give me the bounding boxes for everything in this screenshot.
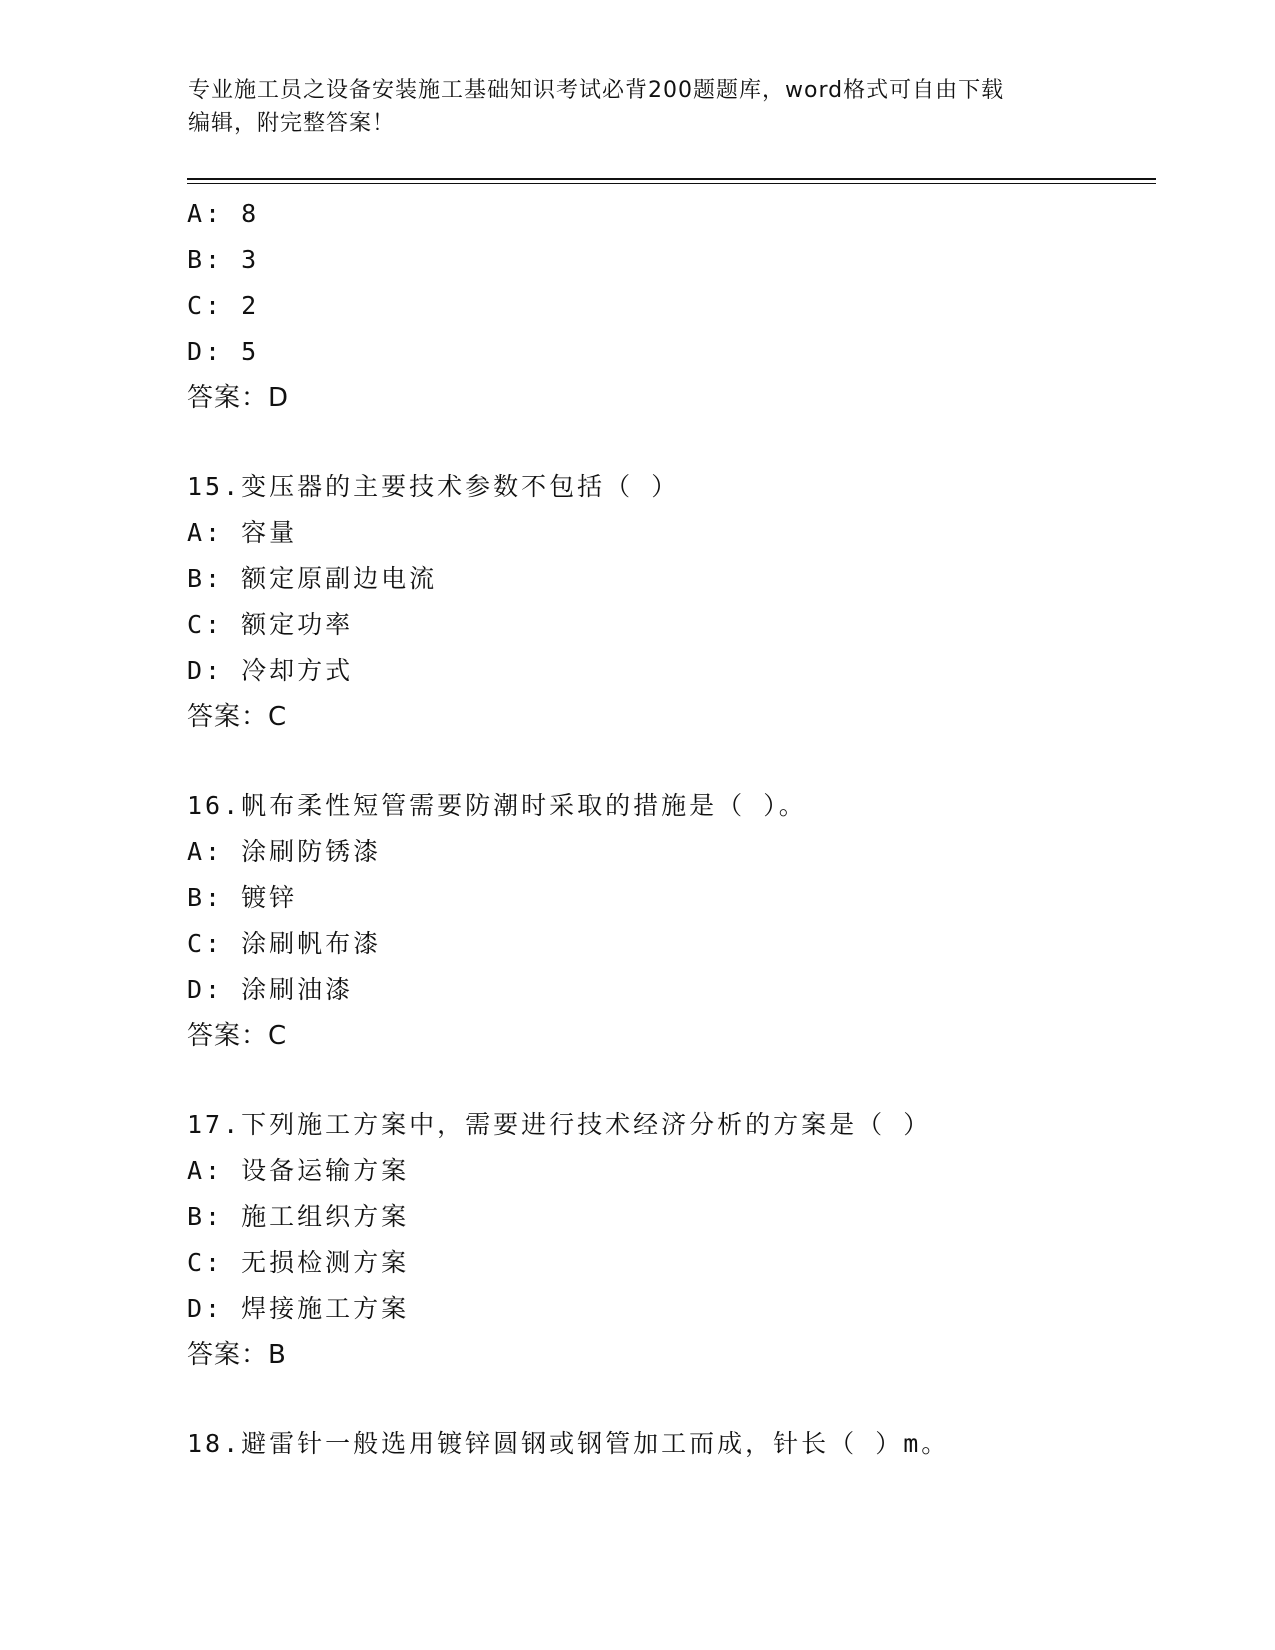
- option-d: D: 冷却方式: [187, 656, 354, 685]
- question-spacer: [187, 1059, 1156, 1102]
- header-line-1: 专业施工员之设备安装施工基础知识考试必背200题题库，word格式可自由下载: [188, 78, 1005, 103]
- question-spacer: [187, 740, 1156, 783]
- question-title: 17.下列施工方案中，需要进行技术经济分析的方案是（ ）: [187, 1110, 932, 1139]
- header-rule-thin: [187, 183, 1156, 184]
- question-17: [187, 1102, 1156, 1378]
- option-b: B: 施工组织方案: [187, 1202, 410, 1231]
- answer-line: 答案：D: [187, 383, 290, 413]
- answer-line: 答案：B: [187, 1340, 287, 1370]
- option-c: C: 2: [187, 291, 260, 320]
- option-a: A: 设备运输方案: [187, 1156, 410, 1185]
- question-title: 18.避雷针一般选用镀锌圆钢或钢管加工而成，针长（ ）m。: [187, 1429, 950, 1458]
- option-d: D: 涂刷油漆: [187, 975, 354, 1004]
- question-list: [187, 191, 1156, 1467]
- question-18: [187, 1421, 1156, 1467]
- option-c: C: 无损检测方案: [187, 1248, 410, 1277]
- question-15: [187, 464, 1156, 740]
- option-c: C: 涂刷帆布漆: [187, 929, 382, 958]
- question-title: 16.帆布柔性短管需要防潮时采取的措施是（ ）。: [187, 791, 807, 820]
- question-spacer: [187, 421, 1156, 464]
- question-16: [187, 783, 1156, 1059]
- answer-line: 答案：C: [187, 1021, 288, 1051]
- answer-line: 答案：C: [187, 702, 288, 732]
- question-14: [187, 191, 1156, 421]
- document-header: [188, 74, 1068, 140]
- option-b: B: 镀锌: [187, 883, 298, 912]
- header-line-2: 编辑，附完整答案！: [188, 111, 396, 136]
- option-c: C: 额定功率: [187, 610, 354, 639]
- option-d: D: 5: [187, 337, 260, 366]
- option-b: B: 额定原副边电流: [187, 564, 438, 593]
- option-a: A: 涂刷防锈漆: [187, 837, 382, 866]
- question-spacer: [187, 1378, 1156, 1421]
- option-a: A: 容量: [187, 518, 298, 547]
- header-rule-thick: [187, 178, 1156, 180]
- option-b: B: 3: [187, 245, 260, 274]
- question-title: 15.变压器的主要技术参数不包括（ ）: [187, 472, 680, 501]
- option-a: A: 8: [187, 199, 260, 228]
- option-d: D: 焊接施工方案: [187, 1294, 410, 1323]
